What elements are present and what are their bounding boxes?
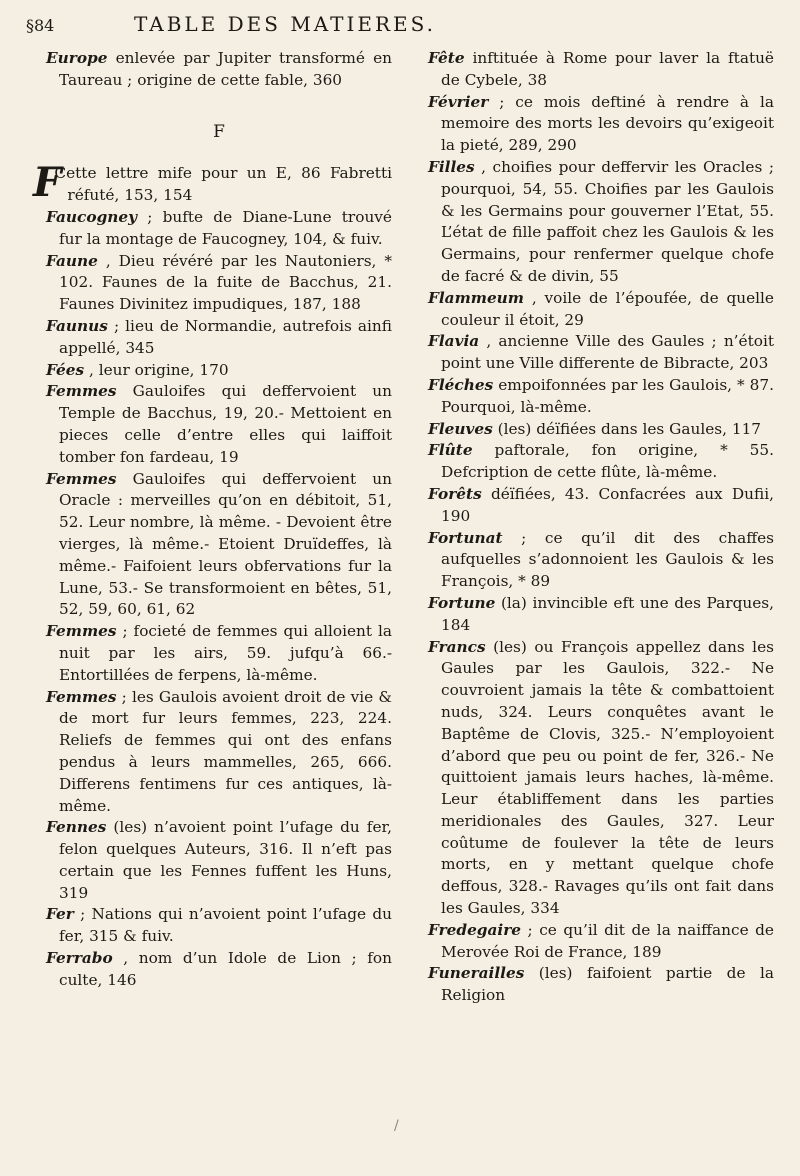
page-number: §84	[26, 16, 55, 35]
entry-headword: Fées	[46, 360, 85, 379]
index-entry	[46, 687, 392, 818]
entry-text: (les) ou François appellez dans les Gaules par les Gaulois, 322.- Ne couvroient jamais la tête & combattoient nuds, 324. Leurs conquêtes avant le Baptême de Clovis, 325.- N’employoient d’abord que peu ou point de fer, 326.- Ne quittoient jamais leurs haches, là-même. Leur établiffement dans les parties meridionales des Gaules, 327. Leur coûtume de foulever la tête de leurs morts, en y mettant quelque chofe deffous, 328.- Ravages qu’ils ont fait dans les Gaules, 334	[441, 637, 774, 918]
entry-text: , leur origine, 170	[88, 360, 229, 379]
dropcap-entry-text: Cette lettre mife pour un E, 86 Fabretti réfuté, 153, 154	[54, 164, 392, 205]
entry-text: , voile de l’époufée, de quelle couleur il étoit, 29	[441, 288, 774, 329]
entry-text: ; focieté de femmes qui alloient la nuit par les airs, 59. jufqu’à 66.- Entortillées de ferpens, là-même.	[59, 622, 392, 684]
entry-text: , ancienne Ville des Gaules ; n’étoit point une Ville differente de Bibracte, 203	[441, 332, 774, 373]
entry-text: (les) n’avoient point l’ufage du fer, felon quelques Auteurs, 316. Il n’eft pas certain que les Fennes fuffent les Huns, 319	[59, 818, 392, 902]
entry-text: empoifonnées par les Gaulois, * 87. Pourquoi, là-même.	[441, 375, 774, 416]
entry-headword: Fennes	[46, 818, 107, 837]
entry-headword: Faunus	[46, 316, 108, 335]
entry-text: ; bufte de Diane-Lune trouvé fur la montage de Faucogney, 104, & fuiv.	[59, 207, 392, 248]
entry-text: , Dieu révéré par les Nautoniers, * 102. Faunes de la fuite de Bacchus, 21. Faunes Divinitez impudiques, 187, 188	[59, 251, 392, 314]
index-entry	[428, 92, 774, 157]
section-letter: F	[213, 121, 225, 142]
entry-headword: Europe	[46, 49, 108, 67]
entry-headword: Femmes	[46, 469, 117, 488]
left-column	[33, 48, 392, 992]
entry-text: ; Nations qui n’avoient point l’ufage du fer, 315 & fuiv.	[59, 905, 392, 946]
index-entry	[428, 288, 774, 332]
entry-headword: Forêts	[428, 484, 482, 503]
index-entry	[428, 637, 774, 920]
entry-text: ; lieu de Normandie, autrefois ainfi appellé, 345	[59, 316, 392, 357]
right-column	[428, 48, 774, 1007]
index-entry	[46, 48, 392, 92]
index-entry	[46, 817, 392, 904]
entry-text: inftituée à Rome pour laver la ftatuë de Cybele, 38	[441, 49, 774, 89]
index-entry	[46, 469, 392, 622]
index-entry	[428, 484, 774, 528]
dropcap-entry	[33, 159, 392, 207]
entry-headword: Ferrabo	[46, 949, 113, 968]
entry-headword: Fredegaire	[428, 920, 522, 939]
index-entry	[428, 440, 774, 484]
index-entry	[46, 948, 392, 992]
entry-text: ; ce mois deftiné à rendre à la memoire des morts les devoirs qu’exigeoit la pieté, 289, 290	[441, 92, 774, 155]
index-entry	[428, 48, 774, 92]
index-entry	[46, 251, 392, 316]
index-entry	[46, 207, 392, 251]
entry-headword: Février	[428, 92, 489, 111]
entry-text: (les) déïfiées dans les Gaules, 117	[497, 419, 762, 438]
index-entry	[46, 360, 392, 382]
entry-text: (les) faifoient partie de la Religion	[441, 964, 774, 1005]
entry-text: enlevée par Jupiter transformé en Taureau ; origine de cette fable, 360	[59, 49, 392, 89]
entry-headword: Francs	[428, 637, 486, 656]
entry-headword: Funerailles	[428, 964, 525, 983]
entry-headword: Faune	[46, 251, 98, 270]
entry-text: ; ce qu’il dit des chaffes aufquelles s’adonnoient les Gaulois & les François, * 89	[441, 528, 774, 591]
index-entry	[428, 963, 774, 1007]
entry-headword: Flavia	[428, 332, 480, 351]
index-entry	[428, 157, 774, 288]
entry-headword: Fléches	[428, 375, 494, 394]
entry-text: ; les Gaulois avoient droit de vie & de mort fur leurs femmes, 223, 224. Reliefs de femmes qui ont des enfans pendus à leurs mammelles, 265, 666. Differens fentimens fur ces antiques, là-même.	[59, 687, 392, 815]
entry-text: (la) invincible eft une des Parques, 184	[441, 593, 774, 634]
entry-text: Gauloifes qui deffervoient un Temple de Bacchus, 19, 20.- Mettoient en pieces celle d’entre elles qui laiffoit tomber fon fardeau, 19	[59, 382, 392, 466]
index-entry	[428, 920, 774, 964]
entry-headword: Flammeum	[428, 288, 524, 307]
entry-text: , nom d’un Idole de Lion ; fon culte, 146	[59, 949, 392, 989]
page-mark: /	[394, 1118, 399, 1134]
index-entry	[46, 381, 392, 468]
entry-headword: Filles	[428, 157, 475, 176]
index-entry	[46, 316, 392, 360]
entry-headword: Fortune	[428, 593, 496, 612]
entry-headword: Fortunat	[428, 528, 503, 547]
running-header	[26, 8, 776, 42]
index-entry	[428, 419, 774, 441]
entry-headword: Flûte	[428, 441, 473, 460]
entry-text: paftorale, fon origine, * 55. Defcription de cette flûte, là-même.	[441, 441, 774, 482]
index-entry	[428, 331, 774, 375]
entry-text: déïfiées, 43. Confacrées aux Dufii, 190	[441, 484, 774, 525]
entry-headword: Faucogney	[46, 207, 138, 226]
index-entry	[428, 528, 774, 593]
entry-headword: Femmes	[46, 687, 117, 706]
index-entry	[46, 621, 392, 686]
entry-text: , choifies pour deffervir les Oracles ; pourquoi, 54, 55. Choifies par les Gaulois & les Germains pour gouverner l’Etat, 55. L’état de fille paffoit chez les Gaulois & les Germains, pour renfermer quelque chofe de facré & de divin, 55	[441, 157, 774, 285]
index-entry	[428, 593, 774, 637]
page-title: TABLE DES MATIERES.	[134, 12, 436, 36]
entry-headword: Femmes	[46, 622, 117, 641]
index-entry	[46, 904, 392, 948]
entry-headword: Femmes	[46, 382, 117, 401]
entry-headword: Fleuves	[428, 419, 493, 438]
entry-text: ; ce qu’il dit de la naiffance de Merovée Roi de France, 189	[441, 920, 774, 961]
index-entry	[428, 375, 774, 419]
entry-headword: Fête	[428, 49, 465, 67]
entry-text: Gauloifes qui deffervoient un Oracle : merveilles qu’on en débitoit, 51, 52. Leur nombre, là même. - Devoient être vierges, là même.- Etoient Druïdeffes, là même.- Faifoient leurs obfervations fur la Lune, 53.- Se transformoient en bêtes, 51, 52, 59, 60, 61, 62	[59, 469, 392, 619]
entry-headword: Fer	[46, 905, 74, 924]
drop-cap: F	[33, 159, 62, 207]
